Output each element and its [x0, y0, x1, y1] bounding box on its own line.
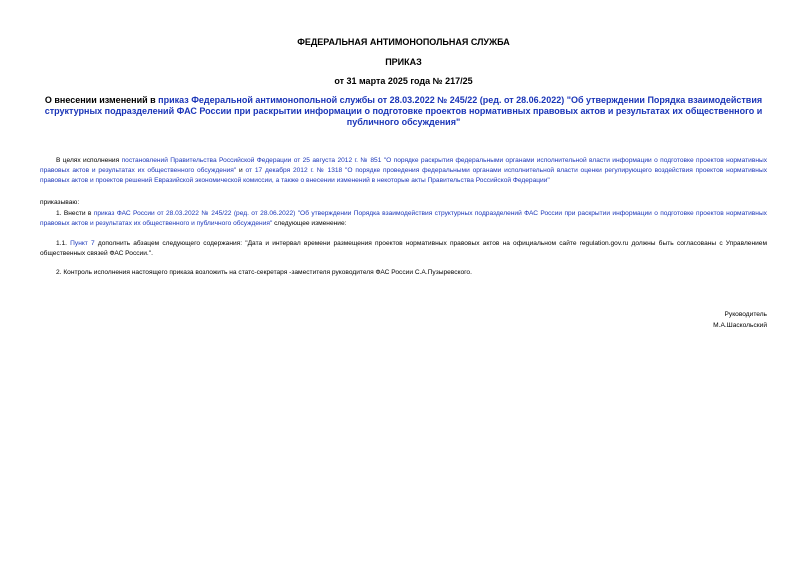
item-1-paragraph: [40, 209, 767, 229]
title-prefix: О внесении изменений в: [44, 95, 159, 105]
order-word: приказываю:: [40, 199, 80, 206]
date-number-heading: от 31 марта 2025 года № 217/25: [334, 76, 473, 86]
doc-type-heading: ПРИКАЗ: [385, 57, 422, 67]
agency-heading: ФЕДЕРАЛЬНАЯ АНТИМОНОПОЛЬНАЯ СЛУЖБА: [297, 37, 510, 47]
signature-position: Руководитель: [724, 311, 767, 318]
signature-block: [713, 309, 767, 331]
item-1-suffix: следующее изменение:: [272, 220, 347, 227]
item-1-1-link[interactable]: Пункт 7: [70, 240, 95, 247]
preamble-link-1318[interactable]: от 17 декабря 2012 г. № 1318 "О порядке проведения федеральными органами исполнительной власти оценки регулирующего воздействия проектов нормативных правовых актов и проектов решений Евразийской экономической комиссии, а также о внесении изменений в некоторые акты Правительства Российской Федерации": [40, 167, 767, 184]
item-2-paragraph: 2. Контроль исполнения настоящего приказа возложить на статс-секретаря -заместителя руководителя ФАС России С.А.Пузыревского.: [56, 269, 472, 276]
item-1-prefix: 1. Внести в: [56, 210, 94, 217]
item-1-1-suffix: дополнить абзацем следующего содержания: "Дата и интервал времени размещения проектов нормативных правовых актов на официальном сайте regulation.gov.ru должны быть согласованы с Управлением общественных связей ФАС России.".: [40, 240, 767, 257]
preamble-link-851[interactable]: постановлений Правительства Российской Федерации от 25 августа 2012 г. № 851 "О порядке раскрытия федеральными органами исполнительной власти информации о подготовке проектов нормативных правовых актов и результатах их общественного обсуждения": [40, 157, 767, 174]
title-link[interactable]: приказ Федеральной антимонопольной службы от 28.03.2022 № 245/22 (ред. от 28.06.2022) "Об утверждении Порядка взаимодействия структурных подразделений ФАС России при раскрытии информации о подготовке проектов нормативных правовых актов и результатах их общественного и публичного обсуждения": [44, 95, 763, 127]
item-1-link[interactable]: приказ ФАС России от 28.03.2022 № 245/22 (ред. от 28.06.2022) "Об утверждении Порядка взаимодействия структурных подразделений ФАС России при раскрытии информации о подготовке проектов нормативных правовых актов и результатах их общественного и публичного обсуждения": [40, 210, 767, 227]
signature-name: М.А.Шаскольский: [713, 322, 767, 329]
preamble-paragraph: [40, 156, 767, 186]
item-1-1-prefix: 1.1.: [56, 240, 71, 247]
document-title: [44, 95, 763, 128]
preamble-middle: и: [236, 167, 246, 174]
preamble-prefix: В целях исполнения: [56, 157, 122, 164]
item-1-1-paragraph: [40, 239, 767, 259]
